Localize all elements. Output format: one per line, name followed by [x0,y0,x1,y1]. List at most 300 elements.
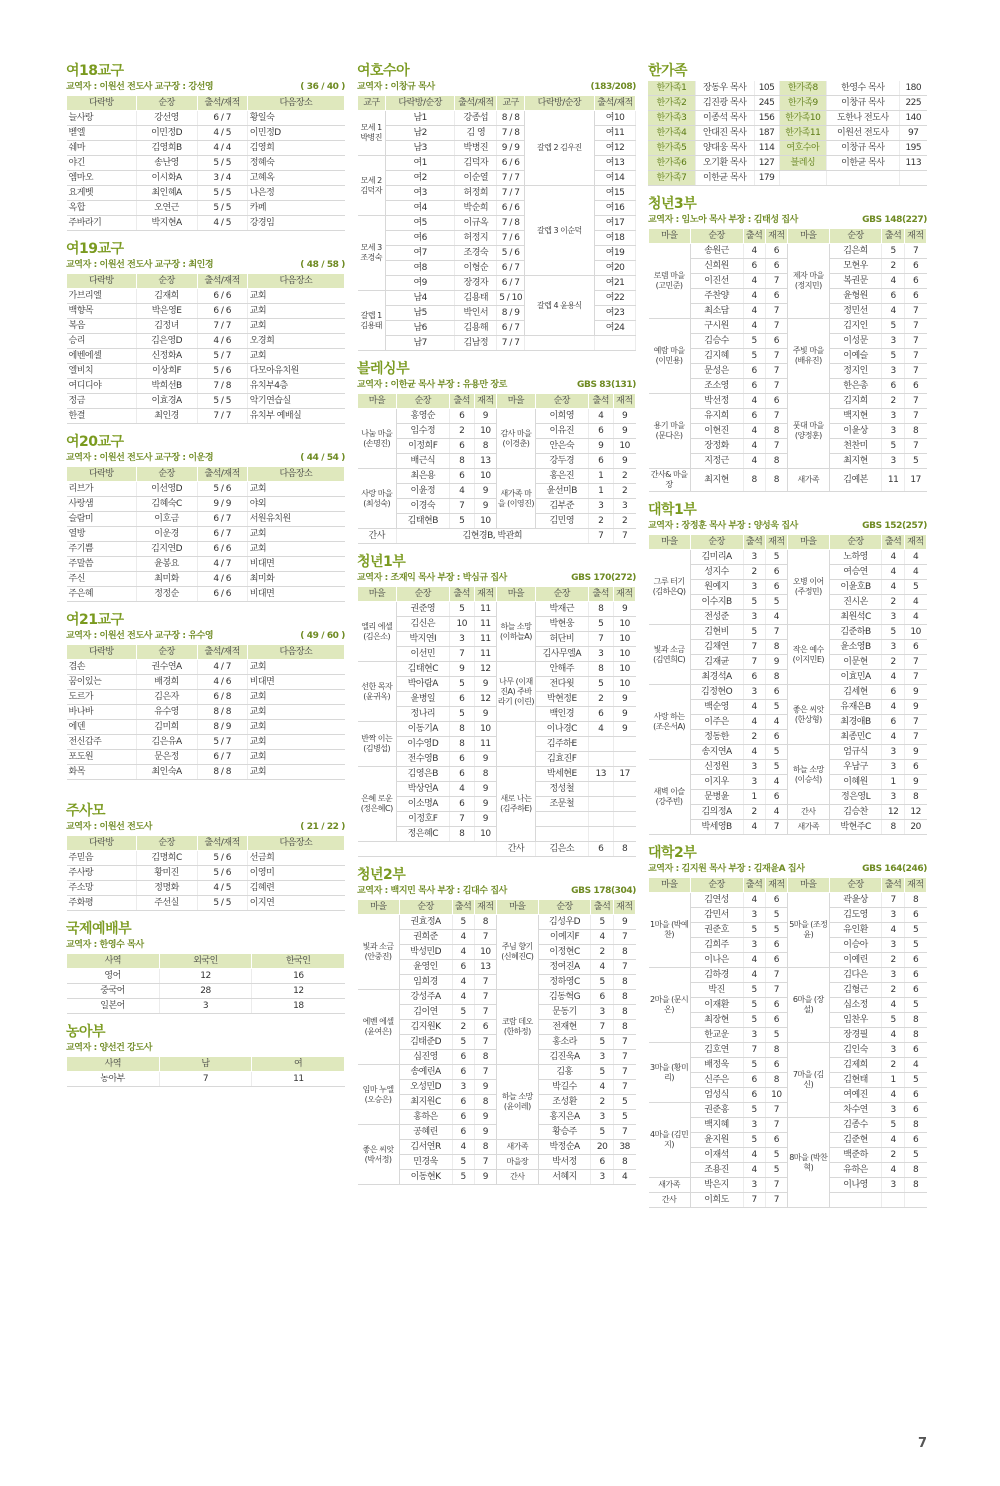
youth2-cell: 2 [452,1020,474,1035]
univ2-cell [829,1193,882,1208]
y21-cell: 김미희 [136,720,197,735]
table-row [67,512,345,527]
youth2-header: 마을 [496,900,538,915]
table-row [67,216,345,231]
yeoho-cell: 여21 [594,276,636,291]
youth3-header: 재적 [904,229,926,244]
bless-header: 순장 [535,394,588,409]
table-row [67,587,345,602]
youth3-cell: 7 [765,364,787,379]
youth1-cell: 4 [449,782,474,797]
y20-cell: 6 / 7 [197,527,247,542]
y20-cell: 최미화 [247,572,344,587]
deaf-table [66,1056,345,1087]
y18-subtitle [66,81,345,93]
univ2-group: 7마을 (김신) [787,1043,829,1118]
table-row [648,141,927,156]
y21-cell: 도르가 [67,690,137,705]
bless-cell: 8 [474,439,496,454]
univ1-cell: 4 [743,715,765,730]
y20-cell: 정정순 [136,587,197,602]
univ2-cell: 차수연 [829,1103,882,1118]
youth3-header: 마을 [649,229,691,244]
youth2-cell: 권희준 [399,930,452,945]
univ2-cell: 배정욱 [690,1058,743,1073]
youth1-table [357,586,636,857]
yeoho-cell: 김남정 [455,336,497,351]
bless-cell: 9 [588,439,613,454]
univ1-group: 그루 터기 (김하은Q) [649,550,691,625]
youth3-cell: 6 [904,259,926,274]
y19-cell: 6 / 6 [197,289,247,304]
univ2-cell: 김도영 [829,908,882,923]
youth3-cell: 4 [743,304,765,319]
youth2-cell: 4 [591,1080,613,1095]
y18-section [66,62,345,231]
y21-cell: 교회 [247,765,344,780]
youth3-cell: 4 [882,274,904,289]
family-cell: 156 [754,111,779,126]
youth2-cell: 6 [591,990,613,1005]
youth1-cell: 13 [588,767,613,782]
yeoho-group: 갈렙 4 윤용식 [525,276,595,336]
univ1-header: 순장 [690,535,743,550]
y21-cell: 포도원 [67,750,137,765]
y19-cell: 교회 [247,319,344,334]
youth1-header: 순장 [396,587,449,602]
univ2-table [648,877,927,1208]
univ1-cell: 6 [882,685,904,700]
univ1-cell: 7 [904,670,926,685]
youth3-cell: 8 [765,424,787,439]
y19-cell: 김재희 [136,289,197,304]
y21-cell: 교회 [247,750,344,765]
y20-cell: 4 / 6 [197,572,247,587]
table-row [358,171,637,186]
table-row [67,675,345,690]
youth3-cell: 7 [904,364,926,379]
univ2-cell: 8 [904,1163,926,1178]
y20-cell: 슬람미 [67,512,137,527]
univ2-cell: 임찬우 [829,1013,882,1028]
youth2-cell: 권효정A [399,915,452,930]
univ2-cell: 7 [882,893,904,908]
y21-cell: 겸손 [67,660,137,675]
univ2-header: 순장 [690,878,743,893]
y21-cell: 4 / 6 [197,675,247,690]
family-cell: 127 [754,156,779,171]
table-row [67,881,345,896]
family-table [648,81,927,186]
youth3-cell: 4 [743,454,765,469]
y18-staff: 교역자 : 이원선 전도사 교구장 : 강선영 [66,82,214,92]
table-row [649,469,927,492]
y18-cell: 황일숙 [247,111,344,126]
youth2-cell: 7 [613,960,635,975]
univ1-cell: 김세현 [829,685,882,700]
bless-cell: 7 [449,499,474,514]
youth3-cell: 8 [765,469,787,492]
youth2-cell: 10 [474,945,496,960]
y20-cell: 4 / 7 [197,557,247,572]
bless-cell: 홍영순 [396,409,449,424]
youth3-cell: 윤형원 [829,289,882,304]
y21-cell: 교회 [247,705,344,720]
univ1-cell: 3 [743,760,765,775]
family-cell [827,171,900,186]
yeoho-cell: 여11 [594,126,636,141]
univ2-cell: 권준홍 [690,1103,743,1118]
y20-cell: 6 / 6 [197,542,247,557]
intl-header: 외국인 [159,954,252,969]
jsm-subtitle [66,821,345,833]
univ1-cell: 정은영L [829,790,882,805]
y20-cell: 이호금 [136,512,197,527]
yeoho-cell: 여24 [594,321,636,336]
univ2-cell: 5 [904,923,926,938]
youth3-cell: 6 [765,334,787,349]
youth1-cell: 5 [449,602,474,617]
univ2-cell: 6 [904,983,926,998]
youth1-cell: 9 [474,677,496,692]
table-row [358,915,636,930]
youth2-cell: 8 [613,1005,635,1020]
univ1-cell: 전성준 [690,610,743,625]
jsm-cell: 5 / 5 [197,896,247,911]
yeoho-cell: 여19 [594,246,636,261]
univ2-cell: 4 [882,998,904,1013]
youth1-cell [613,812,635,827]
univ2-cell: 이나은 [690,953,743,968]
bless-cell: 1 [588,484,613,499]
yeoho-cell: 여13 [594,156,636,171]
univ1-cell: 5 [743,625,765,640]
table-row [67,705,345,720]
bless-cell: 2 [613,514,635,529]
univ1-cell: 진시온 [829,595,882,610]
bless-cell: 2 [449,424,474,439]
youth3-cell: 5 [743,334,765,349]
youth2-cell: 김동혁G [538,990,591,1005]
univ1-cell: 김승찬 [829,805,882,820]
jsm-title: 주사모 [66,803,106,819]
deaf-title: 농아부 [66,1024,106,1040]
youth2-cell: 7 [474,1005,496,1020]
y21-header: 출석/재적 [197,645,247,660]
univ1-cell: 5 [743,595,765,610]
youth3-cell: 4 [743,319,765,334]
youth2-cell: 5 [452,1005,474,1020]
univ2-cell: 3 [743,1178,765,1193]
univ2-count: GBS 164(246) [862,864,927,874]
univ1-cell: 4 [882,565,904,580]
univ1-cell: 6 [765,685,787,700]
univ2-cell: 5 [904,1148,926,1163]
youth2-cell: 전재현 [538,1020,591,1035]
youth1-cell: 간사 [496,842,535,857]
univ2-cell: 백지혜 [690,1118,743,1133]
youth3-cell: 유지희 [690,409,743,424]
youth1-cell: 박지연I [396,632,449,647]
univ1-cell: 2 [743,565,765,580]
univ2-cell: 7 [765,983,787,998]
bless-cell: 김태현B [396,514,449,529]
y20-count: ( 44 / 54 ) [300,453,345,463]
y21-cell: 6 / 8 [197,690,247,705]
youth1-cell: 박현웅 [535,617,588,632]
yeoho-cell: 7 / 6 [497,231,525,246]
youth1-cell: 9 [449,662,474,677]
youth1-cell: 5 [588,617,613,632]
univ2-cell: 5 [743,1103,765,1118]
youth2-group: 임마 누엘 (오승은) [358,1065,400,1125]
youth3-cell: 7 [765,274,787,289]
univ1-cell: 우남구 [829,760,882,775]
bless-cell: 이희영 [535,409,588,424]
univ2-cell: 김종수 [829,1118,882,1133]
jsm-cell: 4 / 5 [197,881,247,896]
youth2-header: 순장 [399,900,452,915]
youth2-cell: 홍지은A [538,1110,591,1125]
univ2-cell: 3 [882,1103,904,1118]
youth2-cell: 이동현K [399,1170,452,1185]
y19-header: 다락방 [67,274,137,289]
univ1-cell: 3 [743,550,765,565]
youth3-count: GBS 148(227) [862,215,927,225]
youth3-cell: 8 [904,424,926,439]
bless-cell: 6 [588,454,613,469]
youth1-cell: 11 [474,737,496,752]
table-row [358,1065,636,1080]
youth2-cell: 4 [452,990,474,1005]
youth3-cell: 백지현 [829,409,882,424]
youth1-cell [535,827,588,842]
y18-header: 다락방 [67,96,137,111]
youth1-cell: 5 [449,677,474,692]
y19-cell: 승리 [67,334,137,349]
youth1-cell: 10 [474,722,496,737]
y19-cell: 신정화A [136,349,197,364]
yeoho-cell: 여15 [594,186,636,201]
youth3-cell: 4 [743,289,765,304]
family-cell: 이종석 목사 [695,111,754,126]
youth2-group: 새가족 [496,1140,538,1155]
yeoho-count: (183/208) [590,82,636,92]
table-row [649,968,927,983]
univ2-cell: 3 [882,1178,904,1193]
youth1-cell: 2 [588,692,613,707]
univ1-cell: 여승연 [829,565,882,580]
univ2-cell: 이예린 [829,953,882,968]
youth3-cell: 11 [882,469,904,492]
y20-header: 출석/재적 [197,467,247,482]
univ1-cell: 5 [765,550,787,565]
youth1-cell: 8 [613,842,635,857]
yeoho-cell: 김덕자 [455,156,497,171]
youth1-cell: 박재근 [535,602,588,617]
youth1-cell: 9 [613,707,635,722]
univ2-cell: 7 [765,968,787,983]
youth2-cell: 7 [613,1080,635,1095]
univ2-cell: 2 [882,1148,904,1163]
jsm-header: 순장 [136,836,197,851]
table-row [67,690,345,705]
y21-cell: 6 / 7 [197,750,247,765]
youth1-cell: 9 [474,752,496,767]
jsm-count: ( 21 / 22 ) [300,822,345,832]
youth1-cell: 허단비 [535,632,588,647]
youth2-cell: 김성우D [538,915,591,930]
youth2-header: 순장 [538,900,591,915]
univ2-cell: 8 [904,1013,926,1028]
youth3-cell: 장정화 [690,439,743,454]
bless-cell: 9 [474,484,496,499]
family-cell: 한가족8 [779,81,826,96]
univ1-cell: 10 [904,625,926,640]
univ1-cell: 정동한 [690,730,743,745]
youth1-cell: 이정호F [396,812,449,827]
youth3-cell: 이진선 [690,274,743,289]
univ2-cell: 이승아 [829,938,882,953]
youth2-cell: 8 [613,990,635,1005]
youth3-cell: 4 [743,244,765,259]
univ2-cell: 4 [882,1028,904,1043]
jsm-cell: 5 / 6 [197,851,247,866]
y18-header: 순장 [136,96,197,111]
youth3-staff: 교역자 : 임노아 목사 부장 : 김태성 집사 [648,215,798,225]
univ2-cell: 8 [904,1118,926,1133]
univ1-cell: 김의정A [690,805,743,820]
youth1-cell: 6 [588,842,613,857]
univ2-cell: 5 [904,938,926,953]
y21-cell: 교회 [247,735,344,750]
youth2-cell: 7 [474,975,496,990]
youth1-cell: 김효진F [535,752,588,767]
yeoho-cell: 여9 [385,276,455,291]
univ1-cell: 이수지B [690,595,743,610]
y18-cell: 나은정 [247,186,344,201]
y19-cell: 에벤에셀 [67,349,137,364]
youth1-staff: 교역자 : 조재익 목사 부장 : 박심규 집사 [357,573,507,583]
univ1-cell: 박현주C [829,820,882,835]
youth1-cell: 7 [588,632,613,647]
youth2-cell: 5 [591,915,613,930]
column-2 [357,62,636,1194]
youth2-cell: 8 [613,975,635,990]
y20-cell: 교회 [247,527,344,542]
yeoho-cell: 김 영 [455,126,497,141]
youth2-cell: 4 [452,975,474,990]
yeoho-cell: 여17 [594,216,636,231]
yeoho-cell: 6 / 7 [497,321,525,336]
table-row [67,349,345,364]
youth2-header: 출석 [591,900,613,915]
yeoho-cell: 이규옥 [455,216,497,231]
family-cell: 안대진 목사 [695,126,754,141]
univ1-cell: 최경애B [829,715,882,730]
univ2-cell: 5 [904,1073,926,1088]
univ1-cell: 3 [882,640,904,655]
table-row [67,896,345,911]
youth3-header: 출석 [743,229,765,244]
yeoho-cell: 허정희 [455,186,497,201]
youth2-cell: 심진영 [399,1050,452,1065]
youth2-cell: 7 [613,1125,635,1140]
table-row [649,685,927,700]
univ1-cell: 4 [765,715,787,730]
youth3-cell: 7 [765,379,787,394]
family-cell: 187 [754,126,779,141]
table-row [649,1118,927,1133]
yeoho-cell: 6 / 6 [497,156,525,171]
bless-cell: 9 [613,454,635,469]
table-row [358,842,636,857]
youth1-cell: 7 [449,812,474,827]
table-row [649,745,927,760]
bless-cell: 10 [613,439,635,454]
youth3-table [648,228,927,492]
youth1-cell: 4 [588,722,613,737]
univ1-cell: 성지수 [690,565,743,580]
youth3-cell: 6 [765,244,787,259]
univ2-cell: 5 [904,998,926,1013]
univ1-cell: 김채연 [690,640,743,655]
univ2-cell: 조용진 [690,1163,743,1178]
univ2-cell: 6 [765,1013,787,1028]
y19-cell: 5 / 5 [197,394,247,409]
y21-cell: 문은정 [136,750,197,765]
univ1-cell: 2 [743,730,765,745]
univ2-group: 8마을 (박찬혁) [787,1118,829,1208]
youth3-cell: 6 [765,289,787,304]
youth2-cell: 6 [452,1065,474,1080]
univ2-cell: 김형근 [829,983,882,998]
youth1-cell: 8 [449,737,474,752]
intl-cell: 12 [159,969,252,984]
table-row [358,141,637,156]
yeoho-cell: 8 / 8 [497,111,525,126]
univ2-cell: 4 [743,953,765,968]
univ1-cell: 김미리A [690,550,743,565]
youth1-cell: 정은혜C [396,827,449,842]
family-cell: 105 [754,81,779,96]
bless-cell: 9 [613,424,635,439]
yeoho-header: 교구 [497,96,525,111]
youth3-cell: 정민선 [829,304,882,319]
bless-cell: 6 [449,409,474,424]
youth3-section [648,195,927,492]
univ2-cell: 4 [882,1088,904,1103]
y19-cell: 엘비치 [67,364,137,379]
youth2-group: 빛과 소금 (안중진) [358,915,400,990]
jsm-table [66,835,345,911]
youth1-cell: 정나리 [396,707,449,722]
univ1-cell: 이윤호B [829,580,882,595]
univ2-cell: 이희도 [690,1193,743,1208]
univ1-cell: 4 [743,820,765,835]
youth2-cell: 9 [474,1170,496,1185]
yeoho-cell: 박순희 [455,201,497,216]
univ1-cell: 8 [882,820,904,835]
univ2-cell: 4 [743,968,765,983]
y19-cell: 악기연습실 [247,394,344,409]
bless-staff: 교역자 : 이한균 목사 부장 : 유용만 장로 [357,380,507,390]
y18-cell: 오연근 [136,201,197,216]
univ2-cell: 5 [765,923,787,938]
univ1-cell: 원예지 [690,580,743,595]
youth3-cell: 문성은 [690,364,743,379]
youth1-cell: 김영은B [396,767,449,782]
